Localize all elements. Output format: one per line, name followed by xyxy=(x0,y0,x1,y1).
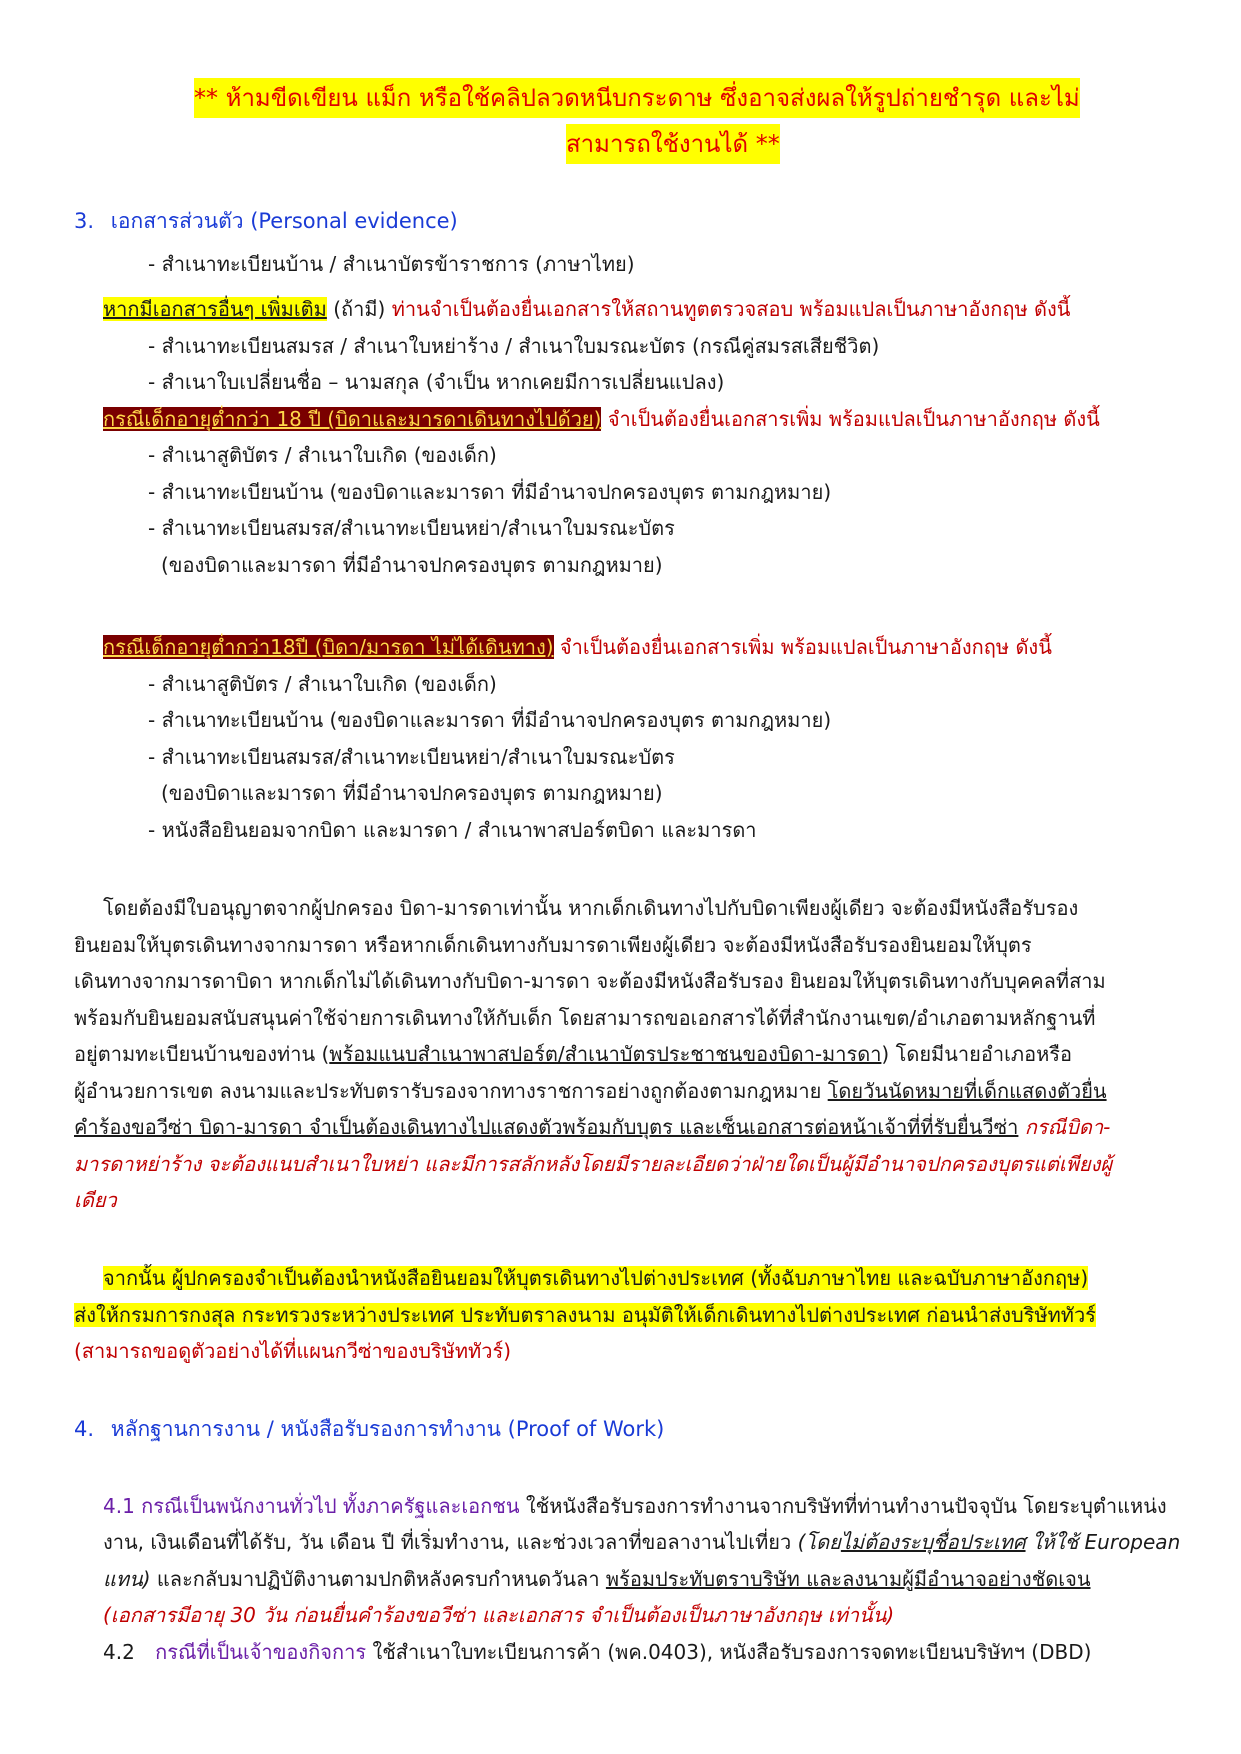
extra-docs-line xyxy=(103,294,1070,324)
section-4-number: 4. xyxy=(74,1417,95,1441)
case-2-item-1: - สำเนาสูติบัตร / สำเนาใบเกิด (ของเด็ก) xyxy=(148,672,497,696)
case-1-item-1: - สำเนาสูติบัตร / สำเนาใบเกิด (ของเด็ก) xyxy=(148,443,497,467)
foreign-line-1 xyxy=(103,1263,1088,1293)
case-2-item-4: - หนังสือยินยอมจากบิดา และมารดา / สำเนาพาสปอร์ตบิดา และมารดา xyxy=(148,818,757,842)
p41-note-no-country: ไม่ต้องระบุชื่อประเทศ xyxy=(840,1530,1026,1554)
case-2-line xyxy=(103,632,1052,662)
extra-docs-item-1: - สำเนาทะเบียนสมรส / สำเนาใบหย่าร้าง / สำเนาใบมรณะบัตร (กรณีคู่สมรสเสียชีวิต) xyxy=(148,334,880,358)
warning-line-1: ** ห้ามขีดเขียน แม็ก หรือใช้คลิปลวดหนีบกระดาษ ซึ่งอาจส่งผลให้รูปถ่ายชำรุด และไม่ xyxy=(194,78,1080,118)
case-1-item-2: - สำเนาทะเบียนบ้าน (ของบิดาและมารดา ที่มีอำนาจปกครองบุตร ตามกฎหมาย) xyxy=(148,480,832,504)
case-1-item-3: - สำเนาทะเบียนสมรส/สำเนาทะเบียนหย่า/สำเนาใบมรณะบัตร xyxy=(148,516,675,540)
case-1-line xyxy=(103,404,1100,434)
case-2-item-3: - สำเนาทะเบียนสมรส/สำเนาทะเบียนหย่า/สำเนาใบมรณะบัตร xyxy=(148,745,675,769)
consent-appointment-note-cont: คำร้องขอวีซ่า บิดา-มารดา จำเป็นต้องเดินทางไปแสดงตัวพร้อมกับบุตร และเซ็นเอกสารต่อหน้าเจ้าที่ที่รับยื่นวีซ่า xyxy=(74,1115,1019,1139)
p42-label: กรณีที่เป็นเจ้าของกิจการ xyxy=(155,1640,367,1664)
p41-label: 4.1 กรณีเป็นพนักงานทั่วไป ทั้งภาครัฐและเอกชน xyxy=(103,1494,520,1518)
section-3-heading xyxy=(74,206,458,236)
extra-docs-text: ท่านจำเป็นต้องยื่นเอกสารให้สถานทูตตรวจสอบ พร้อมแปลเป็นภาษาอังกฤษ ดังนี้ xyxy=(391,297,1071,321)
section-4-title: หลักฐานการงาน / หนังสือรับรองการทำงาน (Proof of Work) xyxy=(110,1417,665,1441)
section-4-heading xyxy=(74,1414,664,1444)
p41-line-1 xyxy=(103,1491,1167,1521)
consent-line-3: เดินทางจากมารดาบิดา หากเด็กไม่ได้เดินทางกับบิดา-มารดา จะต้องมีหนังสือรับรอง ยินยอมให้บุตรเดินทางกับบุคคลที่สาม xyxy=(74,969,1106,993)
case-2-item-2: - สำเนาทะเบียนบ้าน (ของบิดาและมารดา ที่มีอำนาจปกครองบุตร ตามกฎหมาย) xyxy=(148,708,832,732)
p41-stamp-note: พร้อมประทับตราบริษัท และลงนามผู้มีอำนาจอย่างชัดเจน xyxy=(605,1567,1091,1591)
consent-line-5-start: อยู่ตามทะเบียนบ้านของท่าน ( xyxy=(74,1042,330,1066)
p41-line-2-text: งาน, เงินเดือนที่ได้รับ, วัน เดือน ปี ที่เริ่มทำงาน, และช่วงเวลาที่ขอลางานไปเที่ยว xyxy=(103,1530,798,1554)
consent-line-1: โดยต้องมีใบอนุญาตจากผู้ปกครอง บิดา-มารดาเท่านั้น หากเด็กเดินทางไปกับบิดาเพียงผู้เดียว จะต้องมีหนังสือรับรอง xyxy=(103,896,1079,920)
extra-docs-item-2: - สำเนาใบเปลี่ยนชื่อ – นามสกุล (จำเป็น หากเคยมีการเปลี่ยนแปลง) xyxy=(148,370,725,394)
case-1-text: จำเป็นต้องยื่นเอกสารเพิ่ม พร้อมแปลเป็นภาษาอังกฤษ ดังนี้ xyxy=(601,407,1100,431)
case-2-text: จำเป็นต้องยื่นเอกสารเพิ่ม พร้อมแปลเป็นภาษาอังกฤษ ดังนี้ xyxy=(553,635,1052,659)
p41-validity-note: (เอกสารมีอายุ 30 วัน ก่อนยื่นคำร้องขอวีซ่า และเอกสาร จำเป็นต้องเป็นภาษาอังกฤษ เท่านั้น) xyxy=(103,1603,895,1627)
consent-appointment-note: โดยวันนัดหมายที่เด็กแสดงตัวยื่น xyxy=(827,1079,1107,1103)
p41-line-3 xyxy=(103,1564,1091,1594)
extra-docs-optional: (ถ้ามี) xyxy=(326,297,392,321)
warning-line-2: สามารถใช้งานได้ ** xyxy=(566,124,780,164)
case-1-item-3-note: (ของบิดาและมารดา ที่มีอำนาจปกครองบุตร ตามกฎหมาย) xyxy=(161,553,663,577)
extra-docs-label: หากมีเอกสารอื่นๆ เพิ่มเติม xyxy=(103,297,327,321)
consent-line-4: พร้อมกับยินยอมสนับสนุนค่าใช้จ่ายการเดินทางให้กับเด็ก โดยสามารถขอเอกสารได้ที่สำนักงานเขต/อำเภอตามหลักฐานที่ xyxy=(74,1006,1096,1030)
foreign-line-2-text: ส่งให้กรมการกงสุล กระทรวงระหว่างประเทศ ประทับตราลงนาม อนุมัติให้เด็กเดินทางไปต่างประเทศ ก่อนนำส่งบริษัททัวร์ xyxy=(74,1303,1096,1327)
case-2-label: กรณีเด็กอายุต่ำกว่า18ปี (บิดา/มารดา ไม่ได้เดินทาง) xyxy=(103,635,554,659)
p41-note-end: แทน) xyxy=(103,1567,151,1591)
p42-number: 4.2 xyxy=(103,1640,135,1664)
divorce-note-start: กรณีบิดา- xyxy=(1018,1115,1111,1139)
p42-line xyxy=(103,1637,1091,1667)
case-1-label: กรณีเด็กอายุต่ำกว่า 18 ปี (บิดาและมารดาเดินทางไปด้วย) xyxy=(103,407,602,431)
consent-line-5 xyxy=(74,1039,1072,1069)
consent-line-2: ยินยอมให้บุตรเดินทางจากมารดา หรือหากเด็กเดินทางกับมารดาเพียงผู้เดียว จะต้องมีหนังสือรับรองยินยอมให้บุตร xyxy=(74,933,1032,957)
section-3-title: เอกสารส่วนตัว (Personal evidence) xyxy=(110,209,458,233)
foreign-line-2 xyxy=(74,1300,1096,1330)
consent-line-6-start: ผู้อำนวยการเขต ลงนามและประทับตรารับรองจากทางราชการอย่างถูกต้องตามกฎหมาย xyxy=(74,1079,828,1103)
foreign-line-3: (สามารถขอดูตัวอย่างได้ที่แผนกวีซ่าของบริษัททัวร์) xyxy=(74,1339,511,1363)
consent-line-7 xyxy=(74,1112,1110,1142)
p42-text: ใช้สำเนาใบทะเบียนการค้า (พค.0403), หนังสือรับรองการจดทะเบียนบริษัทฯ (DBD) xyxy=(366,1640,1092,1664)
p41-line-1-text: ใช้หนังสือรับรองการทำงานจากบริษัทที่ท่านทำงานปัจจุบัน โดยระบุตำแหน่ง xyxy=(519,1494,1167,1518)
divorce-note-line: มารดาหย่าร้าง จะต้องแนบสำเนาใบหย่า และมีการสลักหลังโดยมีรายละเอียดว่าฝ่ายใดเป็นผู้มีอำนาจปกครองบุตรแต่เพียงผู้ xyxy=(74,1152,1113,1176)
consent-line-6 xyxy=(74,1076,1107,1106)
foreign-line-1-text: จากนั้น ผู้ปกครองจำเป็นต้องนำหนังสือยินยอมให้บุตรเดินทางไปต่างประเทศ (ทั้งฉับภาษาไทย และฉบับภาษาอังกฤษ) xyxy=(103,1266,1089,1290)
p41-line-2 xyxy=(103,1527,1180,1557)
p41-note-european: ให้ใช้ European xyxy=(1025,1530,1181,1554)
section-3-number: 3. xyxy=(74,209,95,233)
p41-line-3-text: และกลับมาปฏิบัติงานตามปกติหลังครบกำหนดวันลา xyxy=(150,1567,606,1591)
p41-note-start: (โดย xyxy=(797,1530,841,1554)
consent-attachment-note: พร้อมแนบสำเนาพาสปอร์ต/สำเนาบัตรประชาชนของบิดา-มารดา xyxy=(329,1042,882,1066)
house-registration-item: - สำเนาทะเบียนบ้าน / สำเนาบัตรข้าราชการ (ภาษาไทย) xyxy=(148,252,635,276)
case-2-item-3-note: (ของบิดาและมารดา ที่มีอำนาจปกครองบุตร ตามกฎหมาย) xyxy=(161,781,663,805)
divorce-note-end: เดียว xyxy=(74,1188,117,1212)
consent-line-5-end: ) โดยมีนายอำเภอหรือ xyxy=(881,1042,1073,1066)
